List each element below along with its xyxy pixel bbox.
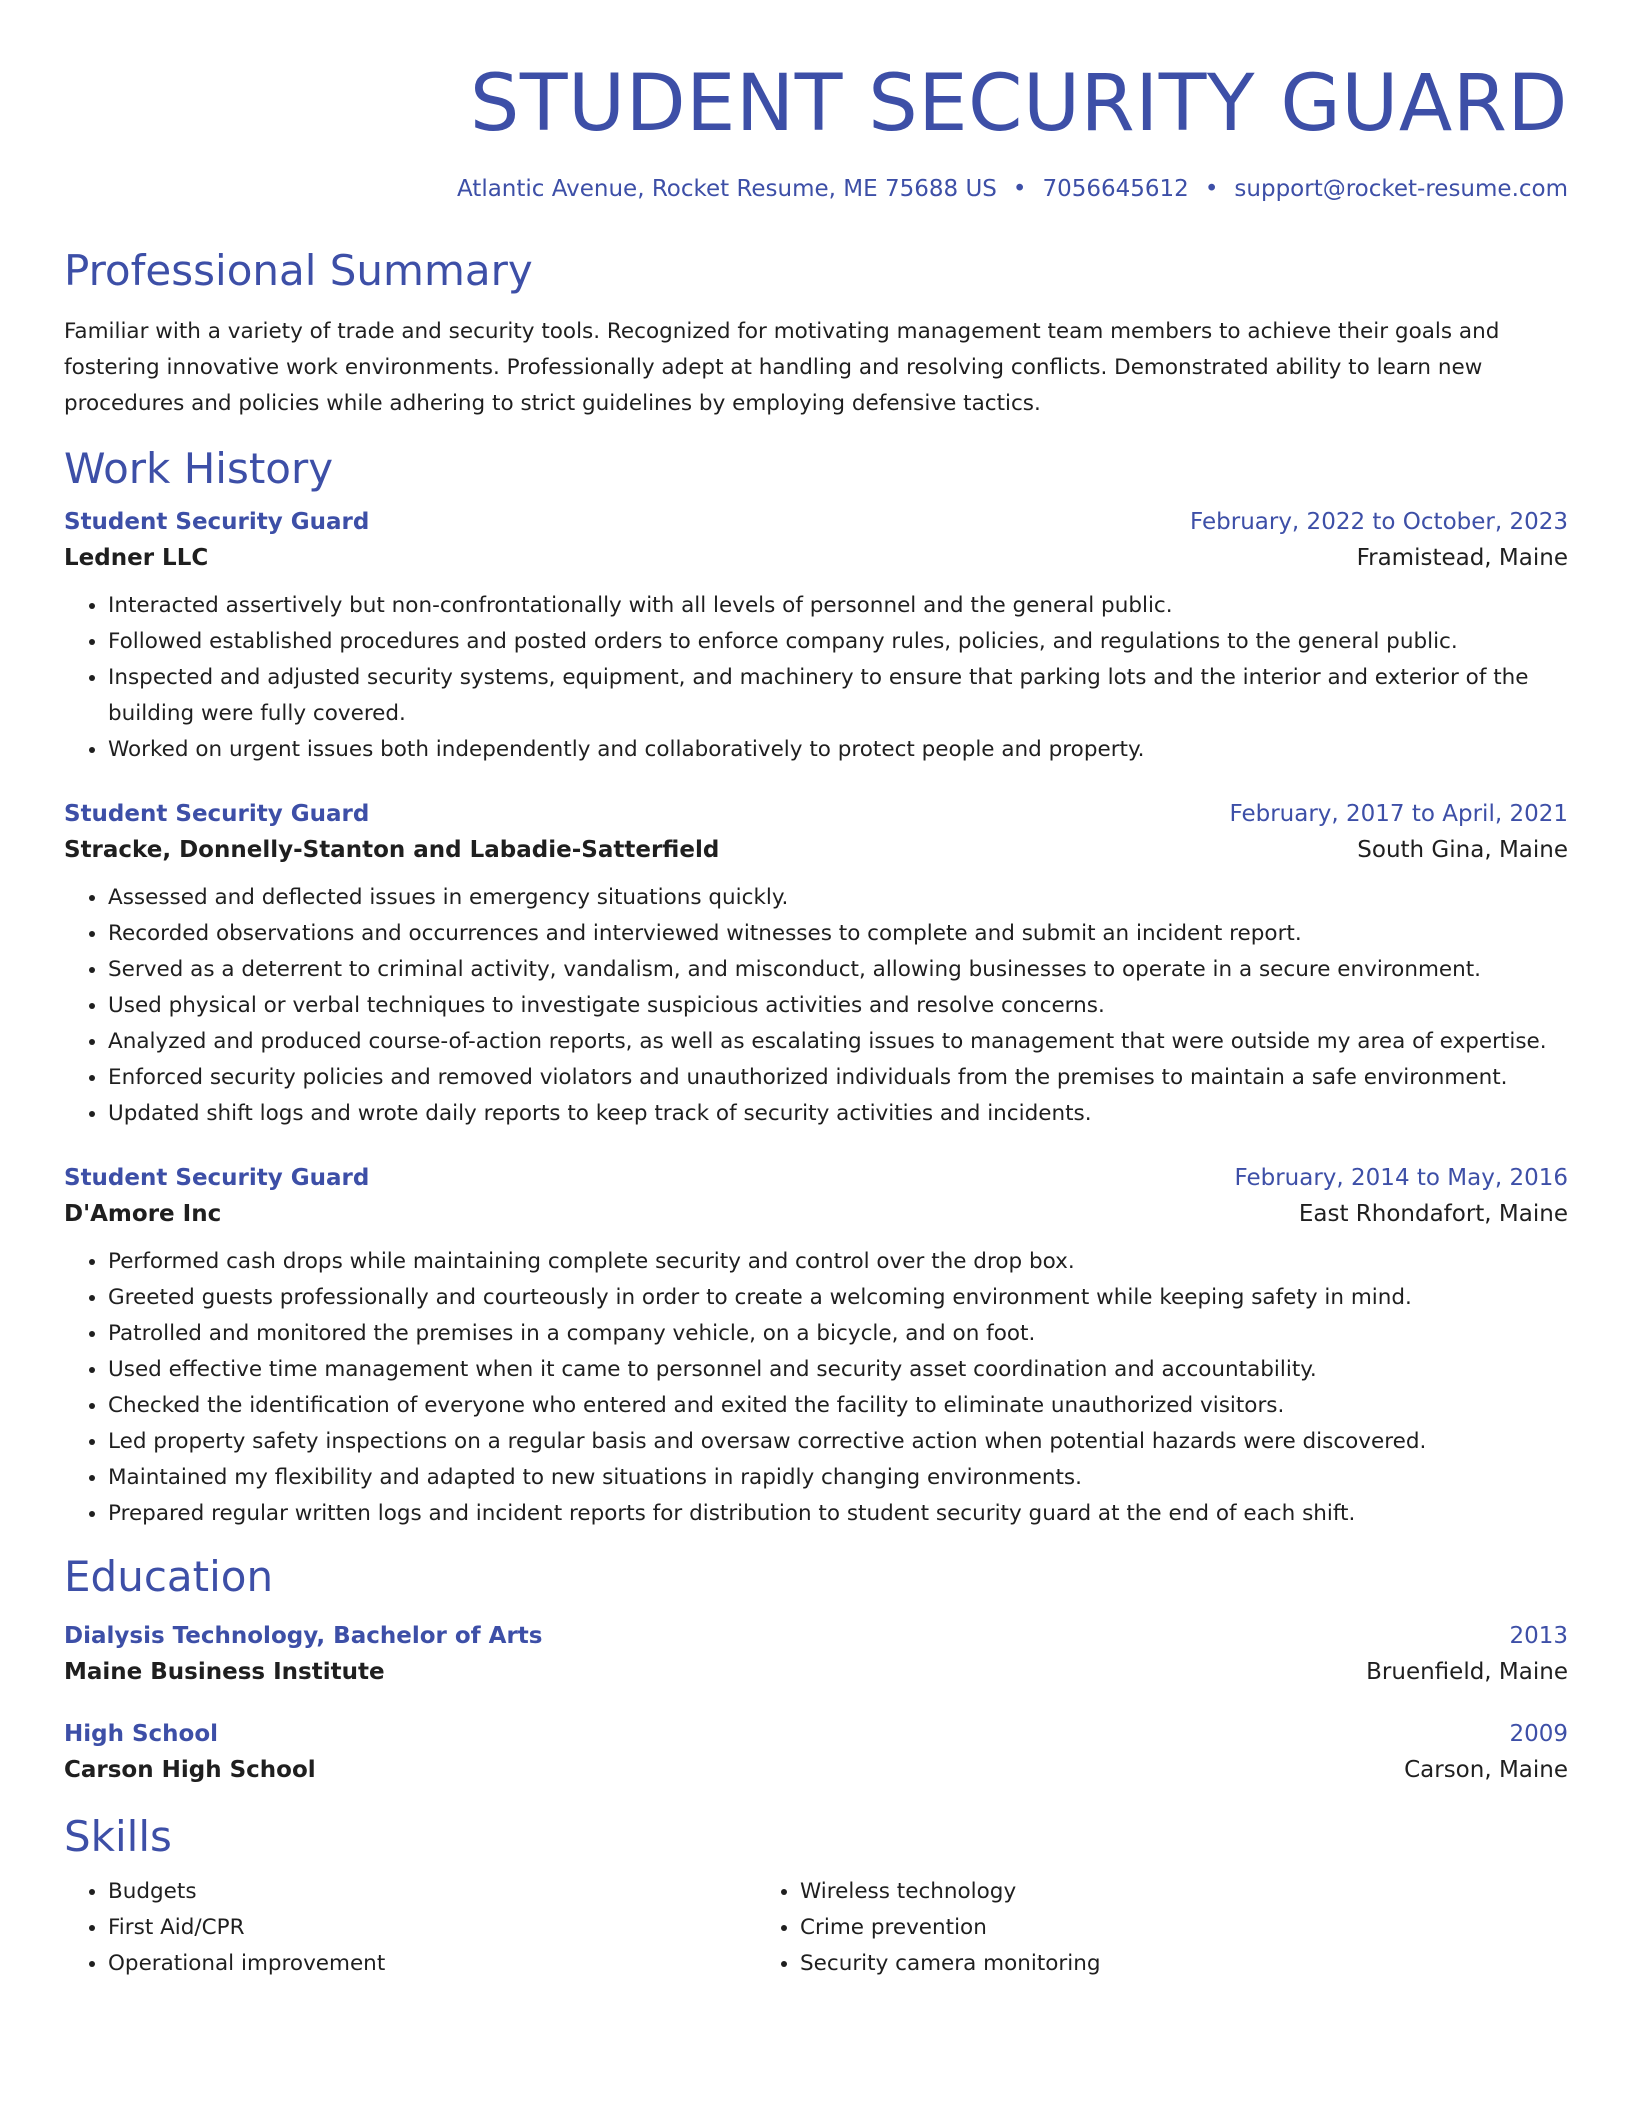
skill-item: • First Aid/CPR [108, 1910, 756, 1946]
job-bullet: • Maintained my flexibility and adapted to new situations in rapidly changing environments. [108, 1460, 1568, 1496]
job-dates: February, 2017 to April, 2021 [1229, 801, 1568, 827]
contact-separator: • [1012, 176, 1027, 202]
job-title: Student Security Guard [64, 1165, 370, 1191]
job-bullet-list [64, 880, 1568, 1132]
section-title-education: Education [64, 1552, 274, 1601]
school-name: Carson High School [64, 1757, 316, 1783]
graduation-year: 2009 [1509, 1721, 1568, 1747]
job-bullet: • Performed cash drops while maintaining complete security and control over the drop box. [108, 1244, 1568, 1280]
degree-title: High School [64, 1721, 219, 1747]
summary-text: Familiar with a variety of trade and security tools. Recognized for motivating management team members to achieve their goals and fostering innovative work environments. Professionally adept at handling and resolving conflicts. Demonstrated ability to learn new procedures and policies while adhering to strict guidelines by employing defensive tactics. [64, 319, 1500, 416]
section-title-work-history: Work History [64, 444, 334, 493]
job-location: East Rhondafort, Maine [1298, 1201, 1568, 1227]
skill-item: • Crime prevention [800, 1910, 1448, 1946]
job-bullet: • Followed established procedures and posted orders to enforce company rules, policies, and regulations to the general public. [108, 624, 1568, 660]
job-bullet: • Patrolled and monitored the premises in a company vehicle, on a bicycle, and on foot. [108, 1316, 1568, 1352]
skill-item: • Security camera monitoring [800, 1946, 1448, 1982]
candidate-name: STUDENT SECURITY GUARD [469, 59, 1568, 149]
job-bullet: • Recorded observations and occurrences and interviewed witnesses to complete and submit an incident report. [108, 916, 1568, 952]
job-bullet: • Greeted guests professionally and courteously in order to create a welcoming environment while keeping safety in mind. [108, 1280, 1568, 1316]
school-location: Bruenfield, Maine [1366, 1659, 1568, 1685]
school-location: Carson, Maine [1404, 1757, 1568, 1783]
contact-phone: 7056645612 [1042, 176, 1189, 202]
job-bullet: • Used physical or verbal techniques to investigate suspicious activities and resolve concerns. [108, 988, 1568, 1024]
contact-line [64, 174, 1568, 204]
education-entry [64, 1718, 1568, 1790]
job-dates: February, 2022 to October, 2023 [1190, 509, 1568, 535]
graduation-year: 2013 [1509, 1623, 1568, 1649]
job-bullet: • Led property safety inspections on a regular basis and oversaw corrective action when potential hazards were discovered. [108, 1424, 1568, 1460]
job-bullet: • Analyzed and produced course-of-action reports, as well as escalating issues to management that were outside my area of expertise. [108, 1024, 1568, 1060]
work-entry [64, 1162, 1568, 1532]
job-bullet-list [64, 588, 1568, 768]
section-title-skills: Skills [64, 1812, 172, 1861]
contact-email[interactable]: support@rocket-resume.com [1234, 176, 1568, 202]
skills-column-left [64, 1874, 756, 1982]
contact-address: Atlantic Avenue, Rocket Resume, ME 75688 US [456, 176, 997, 202]
job-bullet: • Used effective time management when it came to personnel and security asset coordination and accountability. [108, 1352, 1568, 1388]
job-bullet: • Interacted assertively but non-confrontationally with all levels of personnel and the general public. [108, 588, 1568, 624]
job-title: Student Security Guard [64, 801, 370, 827]
job-bullet-list [64, 1244, 1568, 1532]
job-bullet: • Enforced security policies and removed violators and unauthorized individuals from the premises to maintain a safe environment. [108, 1060, 1568, 1096]
skill-item: • Wireless technology [800, 1874, 1448, 1910]
work-entry [64, 798, 1568, 1132]
company-name: Ledner LLC [64, 545, 209, 571]
company-name: Stracke, Donnelly-Stanton and Labadie-Satterfield [64, 837, 720, 863]
skills-grid [64, 1874, 1568, 1982]
job-location: South Gina, Maine [1357, 837, 1568, 863]
job-bullet: • Worked on urgent issues both independently and collaboratively to protect people and property. [108, 732, 1568, 768]
job-bullet: • Updated shift logs and wrote daily reports to keep track of security activities and incidents. [108, 1096, 1568, 1132]
job-location: Framistead, Maine [1356, 545, 1568, 571]
job-bullet: • Prepared regular written logs and incident reports for distribution to student security guard at the end of each shift. [108, 1496, 1568, 1532]
job-bullet: • Inspected and adjusted security systems, equipment, and machinery to ensure that parking lots and the interior and exterior of the building were fully covered. [108, 660, 1568, 732]
job-title: Student Security Guard [64, 509, 370, 535]
company-name: D'Amore Inc [64, 1201, 222, 1227]
education-entry [64, 1620, 1568, 1692]
skills-column-right [756, 1874, 1448, 1982]
skill-item: • Budgets [108, 1874, 756, 1910]
job-dates: February, 2014 to May, 2016 [1234, 1165, 1568, 1191]
school-name: Maine Business Institute [64, 1659, 385, 1685]
job-bullet: • Served as a deterrent to criminal activity, vandalism, and misconduct, allowing businesses to operate in a secure environment. [108, 952, 1568, 988]
job-bullet: • Checked the identification of everyone who entered and exited the facility to eliminate unauthorized visitors. [108, 1388, 1568, 1424]
degree-title: Dialysis Technology, Bachelor of Arts [64, 1623, 543, 1649]
skill-item: • Operational improvement [108, 1946, 756, 1982]
contact-separator: • [1204, 176, 1219, 202]
job-bullet: • Assessed and deflected issues in emergency situations quickly. [108, 880, 1568, 916]
section-title-summary: Professional Summary [64, 246, 533, 295]
work-entry [64, 506, 1568, 768]
